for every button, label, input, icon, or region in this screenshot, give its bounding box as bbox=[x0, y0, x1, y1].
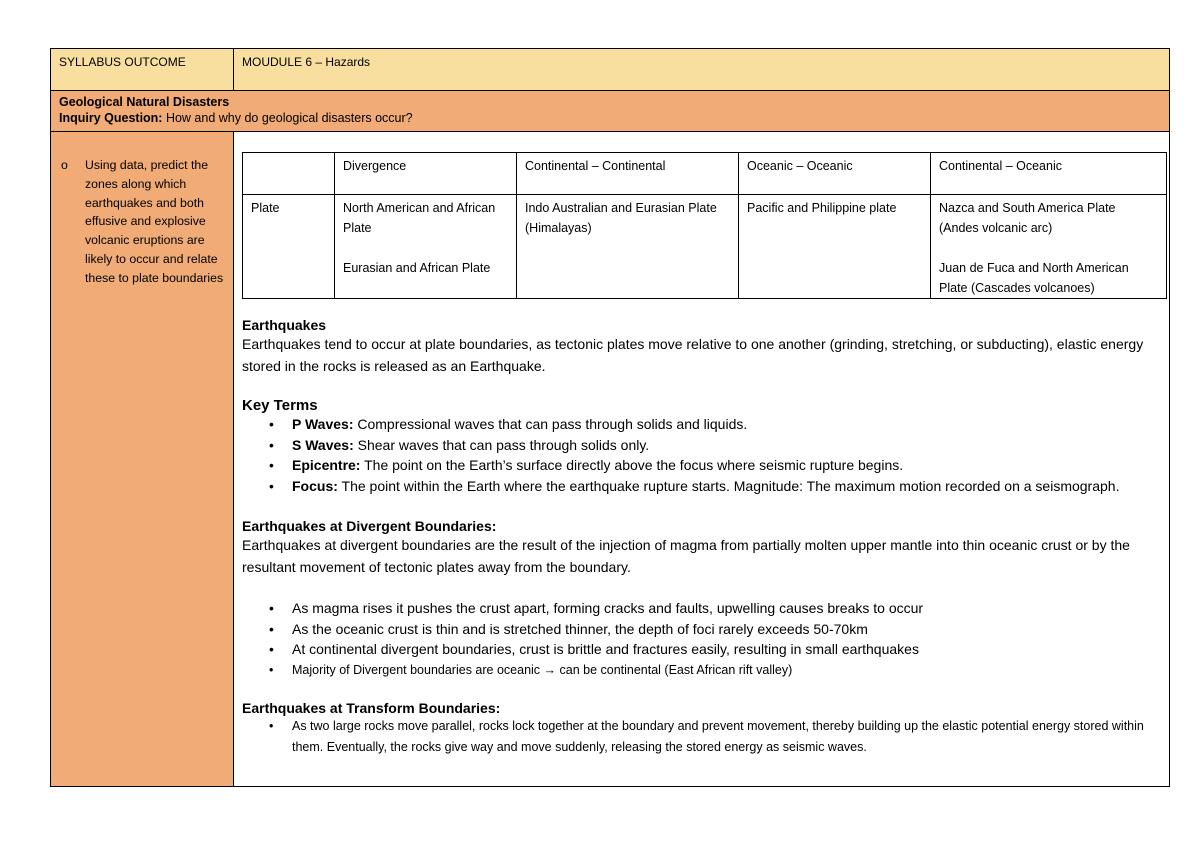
transform-title: Earthquakes at Transform Boundaries: bbox=[242, 700, 501, 716]
earthquakes-text: Earthquakes tend to occur at plate boundaries, as tectonic plates move relative to one another (grinding, stretching, or subducting), elastic energy stored in the rocks is released as an Earthquake. bbox=[242, 336, 1144, 374]
outcome-cell bbox=[51, 132, 234, 787]
divergent-bullet: • As the oceanic crust is thin and is stretched thinner, the depth of foci rarely exceeds 50-70km bbox=[242, 619, 1169, 640]
inquiry-label: Inquiry Question: bbox=[59, 111, 163, 125]
transform-bullet: • As two large rocks move parallel, rocks lock together at the boundary and prevent movement, thereby building up the elastic potential energy stored within them. Eventually, the rocks give way and move suddenly, releasing the stored energy as seismic waves. bbox=[242, 716, 1169, 757]
plate-boundaries-table bbox=[242, 152, 1167, 299]
plate-header-divergence: Divergence bbox=[335, 153, 517, 195]
outcome-item bbox=[61, 156, 227, 288]
plate-header-cont-oce: Continental – Oceanic bbox=[931, 153, 1167, 195]
divergent-bullet: • Majority of Divergent boundaries are oceanic → can be continental (East African rift valley) bbox=[242, 660, 1169, 681]
topic-cell bbox=[51, 91, 1170, 132]
plate-header-blank bbox=[243, 153, 335, 195]
divergent-bullet: • As magma rises it pushes the crust apart, forming cracks and faults, upwelling causes breaks to occur bbox=[242, 598, 1169, 619]
content-cell bbox=[234, 132, 1170, 787]
key-terms-title: Key Terms bbox=[242, 397, 318, 414]
syllabus-table bbox=[50, 48, 1170, 787]
divergent-text: Earthquakes at divergent boundaries are the result of the injection of magma from partially molten upper mantle into thin oceanic crust or by the resultant movement of tectonic plates away from the boundary. bbox=[242, 537, 1130, 575]
plate-divergence-cell bbox=[335, 195, 517, 299]
plate-header-oce-oce: Oceanic – Oceanic bbox=[739, 153, 931, 195]
key-terms-list bbox=[242, 414, 1169, 496]
plate-oce-oce-cell: Pacific and Philippine plate bbox=[739, 195, 931, 299]
key-term-item: • Epicentre: The point on the Earth’s surface directly above the focus where seismic rupture begins. bbox=[242, 455, 1169, 476]
transform-section bbox=[242, 700, 1169, 757]
plate-row-label: Plate bbox=[243, 195, 335, 299]
key-term-item: • S Waves: Shear waves that can pass through solids only. bbox=[242, 435, 1169, 456]
earthquakes-section bbox=[242, 317, 1169, 377]
plate-divergence-1: North American and African Plate bbox=[343, 201, 496, 235]
plate-cont-oce-1: Nazca and South America Plate (Andes volcanic arc) bbox=[939, 201, 1116, 235]
syllabus-outcome-label: SYLLABUS OUTCOME bbox=[59, 55, 186, 69]
module-cell bbox=[234, 49, 1170, 91]
plate-header-cont-cont: Continental – Continental bbox=[517, 153, 739, 195]
syllabus-outcome-cell bbox=[51, 49, 234, 91]
plate-cont-oce-2: Juan de Fuca and North American Plate (Cascades volcanoes) bbox=[939, 261, 1129, 295]
divergent-list bbox=[242, 598, 1169, 680]
earthquakes-title: Earthquakes bbox=[242, 317, 327, 333]
key-term-item: • P Waves: Compressional waves that can pass through solids and liquids. bbox=[242, 414, 1169, 435]
inquiry-question bbox=[59, 110, 1169, 126]
divergent-title: Earthquakes at Divergent Boundaries: bbox=[242, 518, 497, 534]
plate-cont-oce-cell bbox=[931, 195, 1167, 299]
plate-cont-cont-cell: Indo Australian and Eurasian Plate (Himalayas) bbox=[517, 195, 739, 299]
topic-title: Geological Natural Disasters bbox=[59, 95, 230, 109]
key-terms-section bbox=[242, 397, 1169, 496]
module-label: MOUDULE 6 – Hazards bbox=[242, 55, 371, 69]
outcome-text: Using data, predict the zones along which earthquakes and both effusive and explosive volcanic eruptions are likely to occur and relate these to plate boundaries bbox=[85, 158, 224, 285]
plate-divergence-2: Eurasian and African Plate bbox=[343, 261, 491, 275]
divergent-section bbox=[242, 518, 1169, 680]
key-term-item: • Focus: The point within the Earth where the earthquake rupture starts. Magnitude: The maximum motion recorded on a seismograph. bbox=[242, 476, 1169, 497]
outcome-bullet: o bbox=[61, 158, 68, 172]
divergent-bullet: • At continental divergent boundaries, crust is brittle and fractures easily, resulting in small earthquakes bbox=[242, 639, 1169, 660]
inquiry-text: How and why do geological disasters occur? bbox=[162, 111, 413, 125]
transform-list bbox=[242, 716, 1169, 757]
